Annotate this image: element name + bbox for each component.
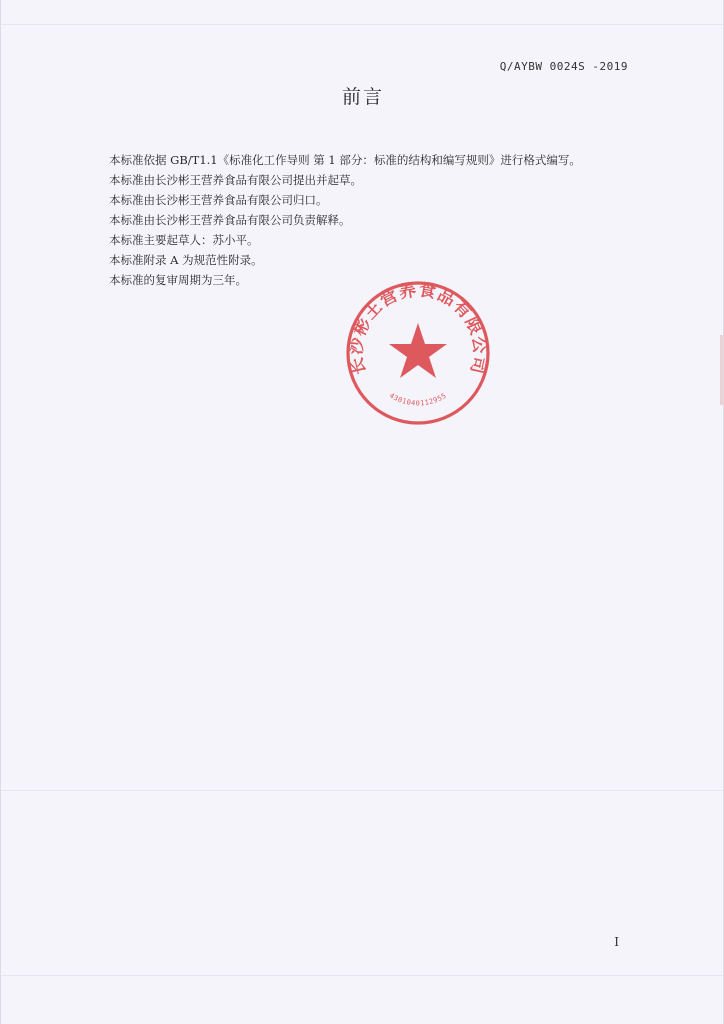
foreword-line: 本标准由长沙彬王营养食品有限公司归口。 — [109, 193, 328, 207]
foreword-line: 本标准的复审周期为三年。 — [109, 273, 247, 287]
foreword-line: 本标准由长沙彬王营养食品有限公司提出并起草。 — [109, 173, 362, 187]
page-title: 前言 — [341, 86, 384, 108]
company-seal-stamp — [343, 278, 493, 428]
scan-artifact-line — [1, 24, 724, 25]
foreword-line: 本标准附录 A 为规范性附录。 — [109, 253, 263, 267]
foreword-body — [109, 150, 649, 290]
scan-artifact-line — [1, 790, 724, 791]
foreword-line: 本标准主要起草人：苏小平。 — [109, 233, 259, 247]
foreword-line: 本标准依据 GB/T1.1《标准化工作导则 第 1 部分：标准的结构和编写规则》进行格式编写。 — [109, 153, 581, 167]
scan-artifact-line — [1, 975, 724, 976]
foreword-line: 本标准由长沙彬王营养食品有限公司负责解释。 — [109, 213, 351, 227]
standard-code: Q/AYBW 0024S -2019 — [499, 60, 628, 73]
seal-star-icon — [389, 323, 447, 378]
scan-edge-mark — [720, 335, 723, 405]
seal-company-text: 长沙彬王营养食品有限公司 — [346, 280, 490, 377]
seal-serial-number: 4301040112955 — [387, 391, 449, 408]
page-number: I — [614, 935, 619, 949]
